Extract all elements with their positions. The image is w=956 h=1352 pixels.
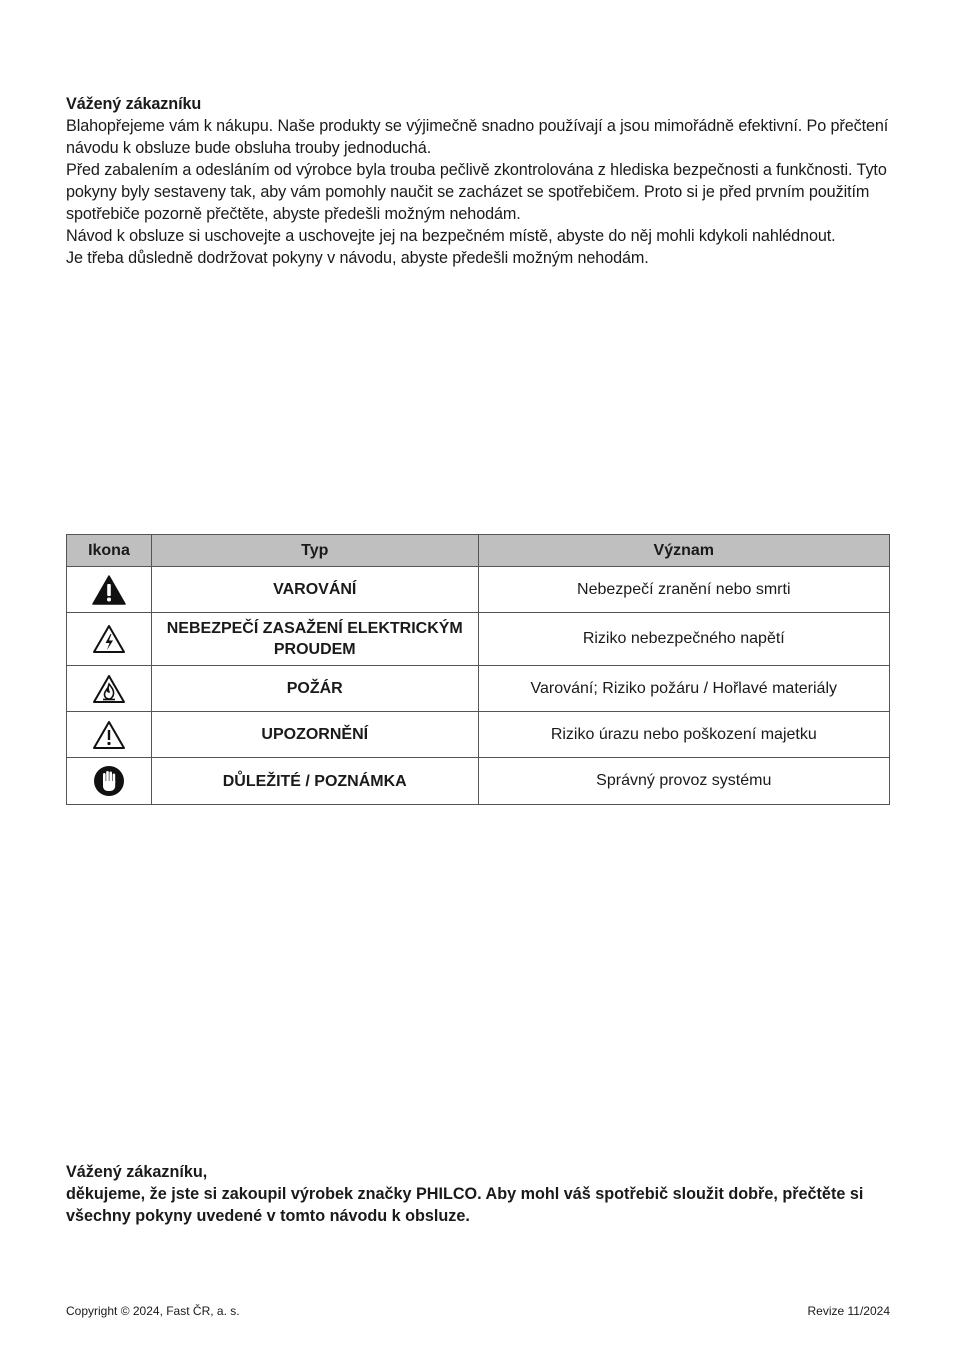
electric-shock-icon <box>92 624 126 654</box>
closing-section <box>66 1161 906 1227</box>
closing-message: děkujeme, že jste si zakoupil výrobek značky PHILCO. Aby mohl váš spotřebič sloužit dobře, přečtěte si všechny pokyny uvedené v tomto návodu k obsluze. <box>66 1185 864 1225</box>
table-row <box>67 666 890 712</box>
row-type: DŮLEŽITÉ / POZNÁMKA <box>151 758 478 805</box>
caution-icon <box>92 720 126 750</box>
icon-cell <box>67 666 152 712</box>
intro-greeting: Vážený zákazníku <box>66 95 202 113</box>
icon-cell <box>67 758 152 805</box>
table-header-row <box>67 535 890 567</box>
intro-paragraph-3: Návod k obsluze si uschovejte a uschovejte jej na bezpečném místě, abyste do něj mohli kdykoli nahlédnout. <box>66 227 836 245</box>
table-row <box>67 613 890 666</box>
stop-hand-icon <box>93 765 125 797</box>
footer-revision: Revize 11/2024 <box>807 1304 890 1318</box>
table-row <box>67 567 890 613</box>
header-icon: Ikona <box>67 535 152 567</box>
row-type: POŽÁR <box>151 666 478 712</box>
intro-paragraph-2: Před zabalením a odesláním od výrobce byla trouba pečlivě zkontrolována z hlediska bezpečnosti a funkčnosti. Tyto pokyny byly sestaveny tak, aby vám pomohly naučit se zacházet se spotřebičem. Proto si je před prvním použitím spotřebiče pozorně přečtěte, abyste předešli možným nehodám. <box>66 161 887 223</box>
intro-paragraph-4: Je třeba důsledně dodržovat pokyny v návodu, abyste předešli možným nehodám. <box>66 249 649 267</box>
icon-cell <box>67 712 152 758</box>
fire-icon <box>92 674 126 704</box>
icon-cell <box>67 613 152 666</box>
row-meaning: Riziko nebezpečného napětí <box>478 613 889 666</box>
symbol-legend-table <box>66 534 890 805</box>
row-meaning: Riziko úrazu nebo poškození majetku <box>478 712 889 758</box>
row-meaning: Varování; Riziko požáru / Hořlavé materiály <box>478 666 889 712</box>
table-row <box>67 712 890 758</box>
intro-paragraph-1: Blahopřejeme vám k nákupu. Naše produkty se výjimečně snadno používají a jsou mimořádně efektivní. Po přečtení návodu k obsluze bude obsluha trouby jednoduchá. <box>66 117 889 157</box>
header-type: Typ <box>151 535 478 567</box>
closing-greeting: Vážený zákazníku, <box>66 1163 208 1181</box>
footer-copyright: Copyright © 2024, Fast ČR, a. s. <box>66 1304 240 1318</box>
table-row <box>67 758 890 805</box>
row-type: NEBEZPEČÍ ZASAŽENÍ ELEKTRICKÝM PROUDEM <box>151 613 478 666</box>
intro-section <box>66 93 896 269</box>
header-meaning: Význam <box>478 535 889 567</box>
row-type: UPOZORNĚNÍ <box>151 712 478 758</box>
row-meaning: Nebezpečí zranění nebo smrti <box>478 567 889 613</box>
warning-filled-icon <box>92 575 126 605</box>
row-meaning: Správný provoz systému <box>478 758 889 805</box>
row-type: VAROVÁNÍ <box>151 567 478 613</box>
icon-cell <box>67 567 152 613</box>
